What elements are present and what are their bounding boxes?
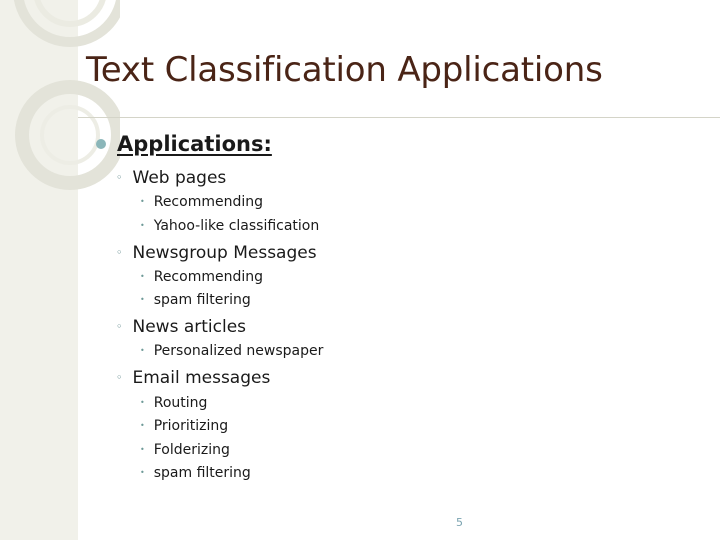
slide-title: Text Classification Applications [86, 50, 603, 90]
section-news-articles [116, 317, 246, 337]
section-label: Newsgroup Messages [132, 243, 317, 263]
small-dot-bullet-icon: • [140, 345, 145, 355]
small-dot-bullet-icon: • [140, 196, 145, 206]
list-item-text: Routing [153, 395, 208, 411]
small-dot-bullet-icon: • [140, 294, 145, 304]
list-item [140, 194, 263, 210]
small-dot-bullet-icon: • [140, 397, 145, 407]
section-email-messages [116, 368, 270, 388]
list-item-text: spam filtering [153, 465, 251, 481]
list-item [140, 442, 230, 458]
list-item [140, 218, 319, 234]
list-item-text: Folderizing [153, 442, 230, 458]
filled-circle-bullet-icon [96, 139, 106, 149]
list-item-text: Yahoo-like classification [153, 218, 320, 234]
hollow-circle-bullet-icon: ◦ [116, 245, 123, 259]
applications-heading: Applications: [117, 132, 272, 156]
page-number: 5 [456, 516, 463, 529]
list-item [140, 418, 228, 434]
list-item-text: Personalized newspaper [153, 343, 324, 359]
small-dot-bullet-icon: • [140, 420, 145, 430]
list-item-text: Prioritizing [153, 418, 229, 434]
section-newsgroup-messages [116, 243, 317, 263]
section-web-pages [116, 168, 226, 188]
list-item-text: Recommending [153, 269, 263, 285]
list-item-text: Recommending [153, 194, 263, 210]
section-label: News articles [132, 317, 247, 337]
list-item [140, 343, 323, 359]
main-bullet [96, 132, 272, 156]
hollow-circle-bullet-icon: ◦ [116, 370, 123, 384]
small-dot-bullet-icon: • [140, 444, 145, 454]
hollow-circle-bullet-icon: ◦ [116, 170, 123, 184]
section-label: Email messages [132, 368, 271, 388]
list-item-text: spam filtering [153, 292, 251, 308]
small-dot-bullet-icon: • [140, 467, 145, 477]
small-dot-bullet-icon: • [140, 220, 145, 230]
list-item [140, 292, 251, 308]
list-item [140, 465, 251, 481]
list-item [140, 395, 207, 411]
list-item [140, 269, 263, 285]
section-label: Web pages [132, 168, 227, 188]
small-dot-bullet-icon: • [140, 271, 145, 281]
hollow-circle-bullet-icon: ◦ [116, 319, 123, 333]
